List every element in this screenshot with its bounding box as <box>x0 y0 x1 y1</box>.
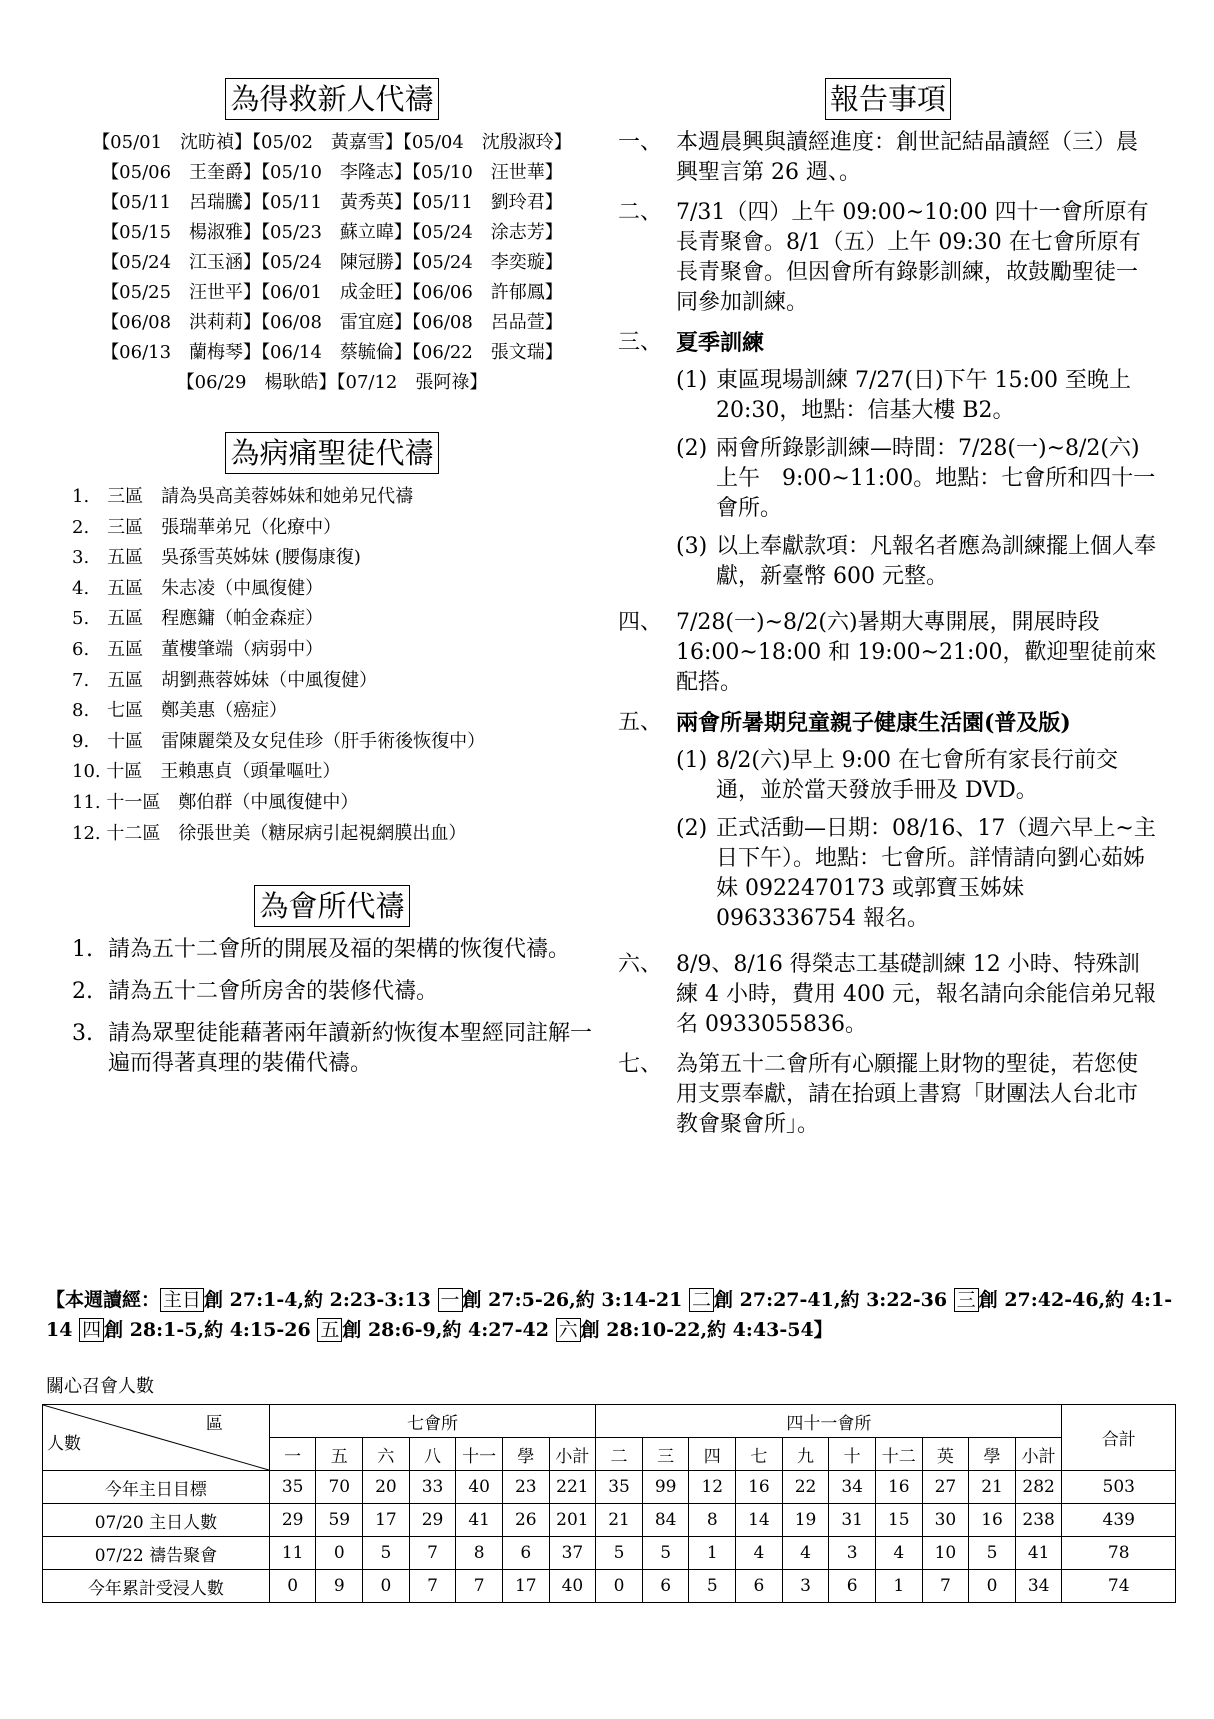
salvation-row: 【05/24 江玉涵】【05/24 陳冠勝】【05/24 李奕璇】 <box>101 252 563 273</box>
list-item: 9. 十區 雷陳麗榮及女兒佳珍（肝手術後恢復中） <box>72 730 486 752</box>
table-corner-cell <box>43 1405 270 1471</box>
table-cell: 14 <box>736 1504 783 1537</box>
table-cell: 6 <box>502 1537 549 1570</box>
table-cell: 0 <box>969 1570 1016 1603</box>
salvation-row: 【06/29 楊耿皓】【07/12 張阿祿】 <box>176 372 488 393</box>
day-box: 六 <box>556 1318 581 1342</box>
announce-item <box>618 328 1158 598</box>
item-text: 8/9、8/16 得榮志工基礎訓練 12 小時、特殊訓練 4 小時，費用 400 元，報名請向余能信弟兄報名 0933055836。 <box>676 952 1156 1037</box>
table-header-row <box>43 1405 1176 1438</box>
row-label: 今年累計受浸人數 <box>43 1570 270 1603</box>
list-item <box>72 977 602 1007</box>
table-cell: 7 <box>456 1570 503 1603</box>
table-cell: 41 <box>1015 1537 1062 1570</box>
table-cell: 12 <box>689 1471 736 1504</box>
reading-open: 【本週讀經： <box>46 1289 161 1311</box>
column-header: 一 <box>269 1438 316 1471</box>
salvation-list <box>62 128 602 398</box>
item-number: 一、 <box>618 130 663 155</box>
item-number: 二、 <box>618 200 663 225</box>
day-box: 五 <box>317 1318 342 1342</box>
table-cell: 19 <box>782 1504 829 1537</box>
announce-item <box>618 608 1158 698</box>
list-item: 6. 五區 董樓肇端（病弱中） <box>72 638 324 660</box>
table-cell: 16 <box>875 1471 922 1504</box>
table-cell: 5 <box>689 1570 736 1603</box>
table-cell: 5 <box>363 1537 410 1570</box>
table-cell: 34 <box>1015 1570 1062 1603</box>
total-header: 合計 <box>1062 1405 1176 1471</box>
table-cell: 5 <box>642 1537 689 1570</box>
table-cell: 31 <box>829 1504 876 1537</box>
table-cell: 26 <box>502 1504 549 1537</box>
table-cell: 78 <box>1062 1537 1176 1570</box>
day-box: 二 <box>689 1288 714 1312</box>
column-header: 小計 <box>1015 1438 1062 1471</box>
table-cell: 8 <box>689 1504 736 1537</box>
table-cell: 74 <box>1062 1570 1176 1603</box>
salvation-row: 【05/11 呂瑞騰】【05/11 黃秀英】【05/11 劉玲君】 <box>101 192 563 213</box>
column-header: 二 <box>596 1438 643 1471</box>
table-row <box>43 1570 1176 1603</box>
announce-item <box>618 128 1158 188</box>
table-row <box>43 1504 1176 1537</box>
table-cell: 70 <box>316 1471 363 1504</box>
reading-ref: 創 28:6-9,約 4:27-42 <box>342 1319 556 1341</box>
table-cell: 3 <box>782 1570 829 1603</box>
list-item: 7. 五區 胡劉燕蓉姊妹（中風復健） <box>72 669 378 691</box>
table-cell: 40 <box>456 1471 503 1504</box>
table-cell: 21 <box>596 1504 643 1537</box>
sub-item <box>676 366 1158 426</box>
column-header: 九 <box>782 1438 829 1471</box>
item-text: 本週晨興與讀經進度：創世記結晶讀經（三）晨興聖言第 26 週、。 <box>676 130 1139 185</box>
row-label: 07/20 主日人數 <box>43 1504 270 1537</box>
announce-section-title: 報告事項 <box>618 78 1158 120</box>
sub-number: (3) <box>676 534 708 559</box>
table-cell: 33 <box>409 1471 456 1504</box>
column-header: 十 <box>829 1438 876 1471</box>
table-cell: 37 <box>549 1537 596 1570</box>
sick-list <box>72 482 602 849</box>
item-text: 請為眾聖徒能藉著兩年讀新約恢復本聖經同註解一遍而得著真理的裝備代禱。 <box>108 1021 593 1077</box>
salvation-row: 【05/25 汪世平】【06/01 成金旺】【06/06 許郁鳳】 <box>101 282 563 303</box>
table-cell: 9 <box>316 1570 363 1603</box>
sub-number: (1) <box>676 748 708 773</box>
table-cell: 0 <box>269 1570 316 1603</box>
table-cell: 282 <box>1015 1471 1062 1504</box>
sub-item <box>676 746 1158 806</box>
column-header: 三 <box>642 1438 689 1471</box>
table-cell: 11 <box>269 1537 316 1570</box>
table-cell: 17 <box>363 1504 410 1537</box>
sub-text: 以上奉獻款項：凡報名者應為訓練擺上個人奉獻，新臺幣 600 元整。 <box>716 534 1157 589</box>
item-text: 請為五十二會所的開展及福的架構的恢復代禱。 <box>108 937 571 963</box>
sub-item <box>676 434 1158 524</box>
announce-item <box>618 950 1158 1040</box>
column-header: 十一 <box>456 1438 503 1471</box>
table-cell: 0 <box>363 1570 410 1603</box>
day-box: 主日 <box>160 1288 204 1312</box>
table-cell: 34 <box>829 1471 876 1504</box>
item-number: 1. <box>72 937 93 963</box>
column-header: 四 <box>689 1438 736 1471</box>
table-cell: 16 <box>969 1504 1016 1537</box>
table-row <box>43 1471 1176 1504</box>
column-header: 英 <box>922 1438 969 1471</box>
item-number: 2. <box>72 979 93 1005</box>
table-cell: 7 <box>409 1537 456 1570</box>
table-cell: 35 <box>596 1471 643 1504</box>
table-cell: 3 <box>829 1537 876 1570</box>
salvation-row: 【05/06 王奎爵】【05/10 李隆志】【05/10 汪世華】 <box>101 162 563 183</box>
announce-item <box>618 198 1158 318</box>
sub-number: (2) <box>676 816 708 841</box>
announce-item <box>618 708 1158 940</box>
list-item: 8. 七區 鄭美惠（癌症） <box>72 700 288 722</box>
column-header: 十二 <box>875 1438 922 1471</box>
item-text: 7/31（四）上午 09:00~10:00 四十一會所原有長青聚會。8/1（五）上午 09:30 在七會所原有長青聚會。但因會所有錄影訓練，故鼓勵聖徒一同參加訓練。 <box>676 200 1149 315</box>
table-cell: 4 <box>875 1537 922 1570</box>
table-cell: 35 <box>269 1471 316 1504</box>
list-item: 5. 五區 程應鏞（帕金森症） <box>72 608 324 630</box>
group-header: 七會所 <box>269 1405 595 1438</box>
announce-item <box>618 1050 1158 1140</box>
corner-top-label: 區 <box>205 1414 223 1434</box>
table-cell: 29 <box>409 1504 456 1537</box>
table-cell: 238 <box>1015 1504 1062 1537</box>
table-cell: 221 <box>549 1471 596 1504</box>
salvation-row: 【06/13 蘭梅琴】【06/14 蔡毓倫】【06/22 張文瑞】 <box>101 342 563 363</box>
salvation-section-title: 為得救新人代禱 <box>62 78 602 120</box>
column-header: 八 <box>409 1438 456 1471</box>
row-label: 07/22 禱告聚會 <box>43 1537 270 1570</box>
table-cell: 15 <box>875 1504 922 1537</box>
table-cell: 6 <box>642 1570 689 1603</box>
list-item <box>72 935 602 965</box>
table-cell: 29 <box>269 1504 316 1537</box>
table-cell: 6 <box>736 1570 783 1603</box>
list-item: 2. 三區 張瑞華弟兄（化療中） <box>72 516 342 538</box>
left-column <box>62 78 602 1091</box>
item-body <box>676 708 1158 940</box>
announce-list <box>618 128 1158 1140</box>
table-cell: 41 <box>456 1504 503 1537</box>
weekly-reading <box>46 1285 1176 1345</box>
attendance-table <box>42 1404 1176 1603</box>
item-number: 3. <box>72 1021 93 1047</box>
sub-number: (1) <box>676 368 708 393</box>
sub-item <box>676 814 1158 934</box>
day-box: 三 <box>954 1288 979 1312</box>
salvation-row: 【06/08 洪莉莉】【06/08 雷宜庭】【06/08 呂品萱】 <box>101 312 563 333</box>
sub-item <box>676 532 1158 592</box>
table-cell: 5 <box>969 1537 1016 1570</box>
column-header: 五 <box>316 1438 363 1471</box>
item-text: 請為五十二會所房舍的裝修代禱。 <box>108 979 439 1005</box>
day-box: 四 <box>79 1318 104 1342</box>
table-cell: 16 <box>736 1471 783 1504</box>
reading-ref: 創 28:10-22,約 4:43-54】 <box>580 1319 833 1341</box>
table-cell: 27 <box>922 1471 969 1504</box>
table-cell: 1 <box>875 1570 922 1603</box>
table-body <box>43 1471 1176 1603</box>
list-item: 1. 三區 請為吳高美蓉姊妹和她弟兄代禱 <box>72 486 414 507</box>
table-cell: 5 <box>596 1537 643 1570</box>
table-cell: 17 <box>502 1570 549 1603</box>
list-item: 11. 十一區 鄭伯群（中風復健中） <box>72 791 359 813</box>
table-cell: 30 <box>922 1504 969 1537</box>
salvation-row: 【05/01 沈昉禎】【05/02 黃嘉雪】【05/04 沈殷淑玲】 <box>92 132 572 153</box>
table-row <box>43 1537 1176 1570</box>
table-cell: 7 <box>409 1570 456 1603</box>
column-header: 六 <box>363 1438 410 1471</box>
item-number: 六、 <box>618 952 663 977</box>
column-header: 七 <box>736 1438 783 1471</box>
hall-list <box>72 935 602 1079</box>
table-cell: 99 <box>642 1471 689 1504</box>
group-header: 四十一會所 <box>596 1405 1062 1438</box>
reading-ref: 創 27:27-41,約 3:22-36 <box>714 1289 954 1311</box>
table-cell: 22 <box>782 1471 829 1504</box>
sick-section-title: 為病痛聖徒代禱 <box>62 432 602 474</box>
table-cell: 10 <box>922 1537 969 1570</box>
sub-text: 8/2(六)早上 9:00 在七會所有家長行前交通，並於當天發放手冊及 DVD。 <box>716 748 1118 803</box>
corner-bottom-label: 人數 <box>47 1434 81 1454</box>
table-cell: 59 <box>316 1504 363 1537</box>
table-cell: 0 <box>316 1537 363 1570</box>
item-text: 為第五十二會所有心願擺上財物的聖徒，若您使用支票奉獻，請在抬頭上書寫「財團法人台北市教會聚會所」。 <box>676 1052 1139 1137</box>
table-cell: 21 <box>969 1471 1016 1504</box>
column-header: 小計 <box>549 1438 596 1471</box>
list-item: 10. 十區 王賴惠貞（頭暈嘔吐） <box>72 761 341 783</box>
list-item <box>72 1019 602 1079</box>
reading-ref: 創 27:5-26,約 3:14-21 <box>462 1289 689 1311</box>
table-cell: 6 <box>829 1570 876 1603</box>
item-heading: 兩會所暑期兒童親子健康生活園(普及版) <box>676 710 1071 736</box>
item-body <box>676 328 1158 598</box>
sub-text: 東區現場訓練 7/27(日)下午 15:00 至晚上 20:30，地點：信基大樓 B2。 <box>716 368 1131 423</box>
attendance-title: 關心召會人數 <box>46 1376 154 1397</box>
item-number: 五、 <box>618 710 663 735</box>
sub-number: (2) <box>676 436 708 461</box>
table-cell: 23 <box>502 1471 549 1504</box>
list-item: 4. 五區 朱志凌（中風復健） <box>72 577 324 599</box>
table-cell: 503 <box>1062 1471 1176 1504</box>
item-text: 7/28(一)~8/2(六)暑期大專開展，開展時段 16:00~18:00 和 19:00~21:00，歡迎聖徒前來配搭。 <box>676 610 1157 695</box>
list-item: 12. 十二區 徐張世美（糖尿病引起視網膜出血） <box>72 822 467 844</box>
table-cell: 201 <box>549 1504 596 1537</box>
reading-ref: 創 28:1-5,約 4:15-26 <box>104 1319 318 1341</box>
column-header: 學 <box>502 1438 549 1471</box>
table-cell: 20 <box>363 1471 410 1504</box>
hall-section-title: 為會所代禱 <box>62 885 602 927</box>
table-cell: 40 <box>549 1570 596 1603</box>
column-header: 學 <box>969 1438 1016 1471</box>
table-cell: 439 <box>1062 1504 1176 1537</box>
salvation-row: 【05/15 楊淑雅】【05/23 蘇立暐】【05/24 涂志芳】 <box>101 222 563 243</box>
table-cell: 4 <box>782 1537 829 1570</box>
sub-text: 正式活動—日期：08/16、17（週六早上~主日下午）。地點：七會所。詳情請向劉心茹姊妹 0922470173 或郭寶玉姊妹 0963336754 報名。 <box>716 816 1156 931</box>
day-box: 一 <box>438 1288 463 1312</box>
item-number: 三、 <box>618 330 663 355</box>
table-cell: 7 <box>922 1570 969 1603</box>
item-number: 四、 <box>618 610 663 635</box>
sub-text: 兩會所錄影訓練—時間：7/28(一)~8/2(六)上午 9:00~11:00。地點：七會所和四十一會所。 <box>716 436 1156 521</box>
item-heading: 夏季訓練 <box>676 330 765 356</box>
row-label: 今年主日目標 <box>43 1471 270 1504</box>
reading-ref: 創 27:1-4,約 2:23-3:13 <box>204 1289 438 1311</box>
list-item: 3. 五區 吳孫雪英姊妹 (腰傷康復) <box>72 547 361 569</box>
table-cell: 8 <box>456 1537 503 1570</box>
table-cell: 0 <box>596 1570 643 1603</box>
table-cell: 84 <box>642 1504 689 1537</box>
right-column <box>618 78 1158 1150</box>
table-cell: 4 <box>736 1537 783 1570</box>
item-number: 七、 <box>618 1052 663 1077</box>
reading-ref: 創 27:42-46,約 4:1-14 <box>46 1289 1173 1341</box>
table-cell: 1 <box>689 1537 736 1570</box>
